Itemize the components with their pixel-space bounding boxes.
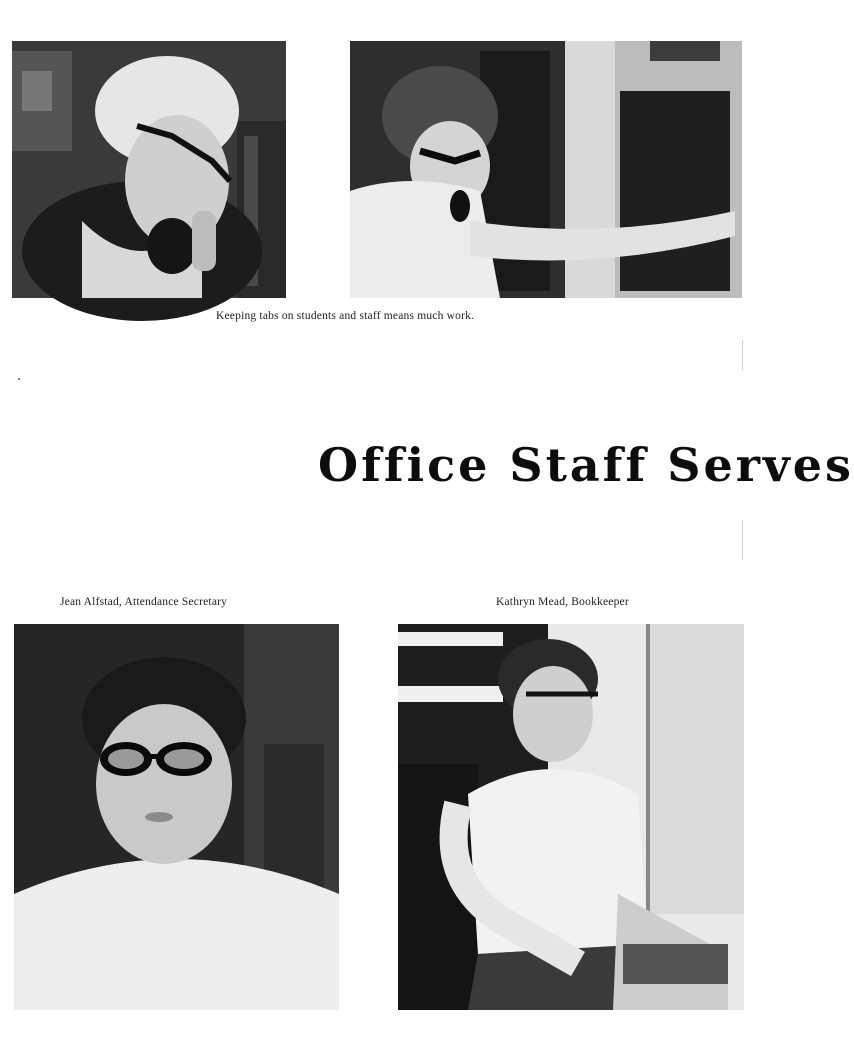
right-photo-caption: Kathryn Mead, Bookkeeper <box>496 596 629 608</box>
top-photo-caption: Keeping tabs on students and staff means much work. <box>216 310 475 322</box>
left-photo-caption: Jean Alfstad, Attendance Secretary <box>60 596 228 608</box>
photo-kathryn-mead <box>398 624 744 1010</box>
page-edge-mark <box>742 340 743 370</box>
page-title: Office Staff Serves <box>318 438 854 492</box>
page-edge-mark <box>742 520 743 560</box>
photo-jean-alfstad <box>14 624 339 1010</box>
photo-woman-at-switchboard <box>350 41 742 298</box>
print-speck <box>18 378 20 380</box>
photo-woman-on-phone <box>12 41 286 298</box>
